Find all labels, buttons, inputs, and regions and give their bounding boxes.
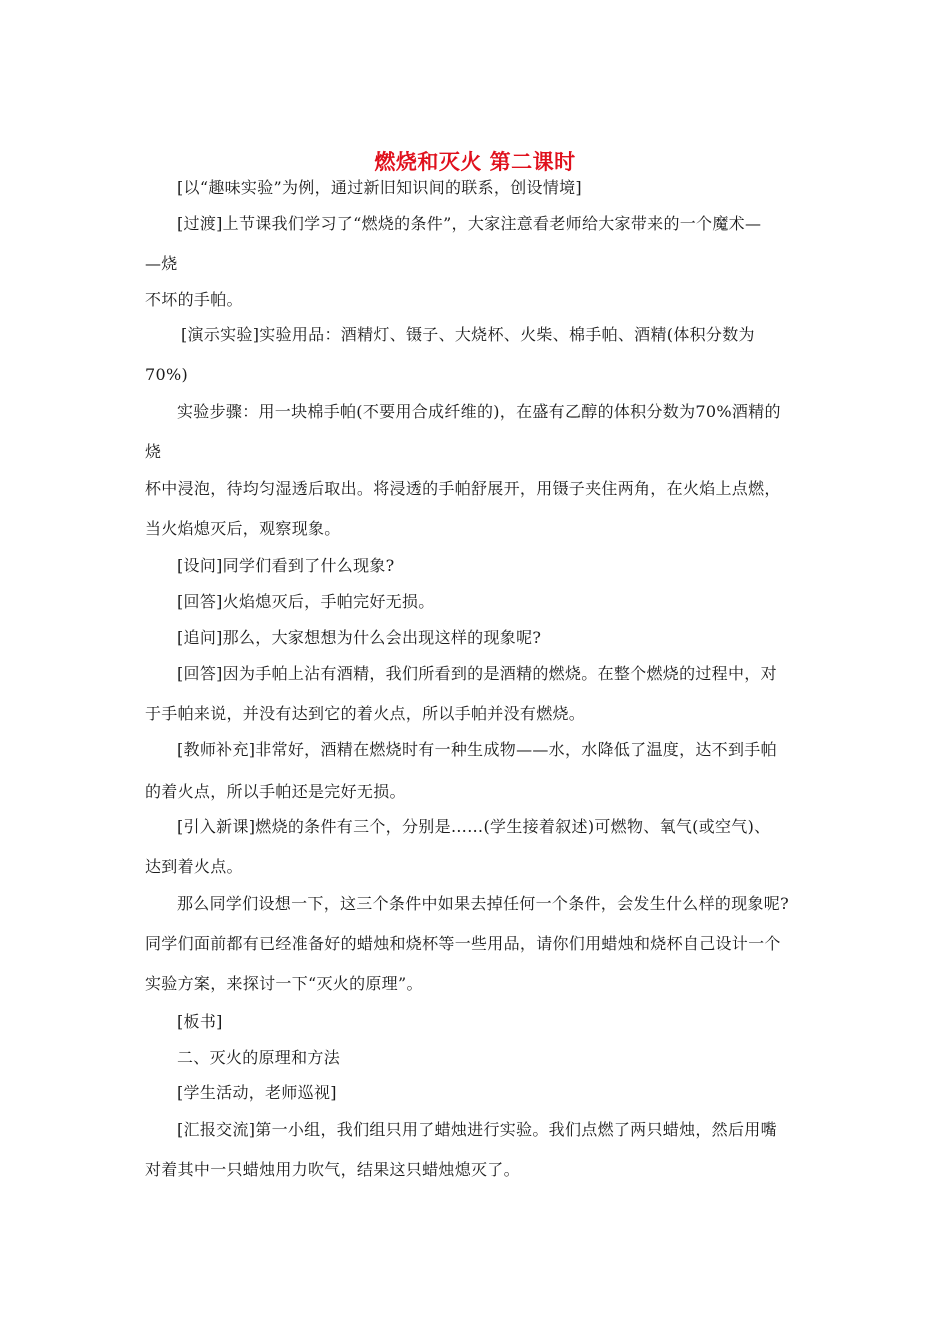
document-title: 燃烧和灭火 第二课时 [374,149,576,174]
text-line: 杯中浸泡，待均匀湿透后取出。将浸透的手帕舒展开，用镊子夹住两角，在火焰上点燃， [145,479,781,498]
text-line: [板书] [177,1012,223,1031]
text-line: 达到着火点。 [145,857,243,876]
text-line: 不坏的手帕。 [145,290,243,309]
text-line: 当火焰熄灭后，观察现象。 [145,519,341,538]
text-line: [追问]那么，大家想想为什么会出现这样的现象呢? [177,628,542,647]
text-line: [引入新课]燃烧的条件有三个，分别是……(学生接着叙述)可燃物、氧气(或空气)、 [177,817,771,836]
text-line: [回答]火焰熄灭后，手帕完好无损。 [177,592,435,611]
text-line: [演示实验]实验用品：酒精灯、镊子、大烧杯、火柴、棉手帕、酒精(体积分数为 [181,325,755,344]
text-line: 70%) [145,365,189,384]
text-line: —烧 [145,254,178,273]
text-line: 的着火点，所以手帕还是完好无损。 [145,782,406,801]
text-line: 对着其中一只蜡烛用力吹气，结果这只蜡烛熄灭了。 [145,1160,520,1179]
text-line: 同学们面前都有已经准备好的蜡烛和烧杯等一些用品，请你们用蜡烛和烧杯自己设计一个 [145,934,781,953]
text-line: 二、灭火的原理和方法 [177,1048,341,1067]
text-line: [汇报交流]第一小组，我们组只用了蜡烛进行实验。我们点燃了两只蜡烛，然后用嘴 [177,1120,777,1139]
text-line: [教师补充]非常好，酒精在燃烧时有一种生成物——水，水降低了温度，达不到手帕 [177,740,777,759]
text-line: [设问]同学们看到了什么现象? [177,556,395,575]
text-line: 实验方案，来探讨一下“灭火的原理”。 [145,974,423,993]
text-line: [学生活动，老师巡视] [177,1083,337,1102]
text-line: 烧 [145,442,162,461]
text-line: [回答]因为手帕上沾有酒精，我们所看到的是酒精的燃烧。在整个燃烧的过程中，对 [177,664,777,683]
text-line: 那么同学们设想一下，这三个条件中如果去掉任何一个条件，会发生什么样的现象呢? [177,894,789,913]
text-line: [以“趣味实验”为例，通过新旧知识间的联系，创设情境] [177,178,582,197]
text-line: 实验步骤：用一块棉手帕(不要用合成纤维的)，在盛有乙醇的体积分数为70%酒精的 [177,402,781,421]
text-line: 于手帕来说，并没有达到它的着火点，所以手帕并没有燃烧。 [145,704,586,723]
text-line: [过渡]上节课我们学习了“燃烧的条件”，大家注意看老师给大家带来的一个魔术— [177,214,762,233]
